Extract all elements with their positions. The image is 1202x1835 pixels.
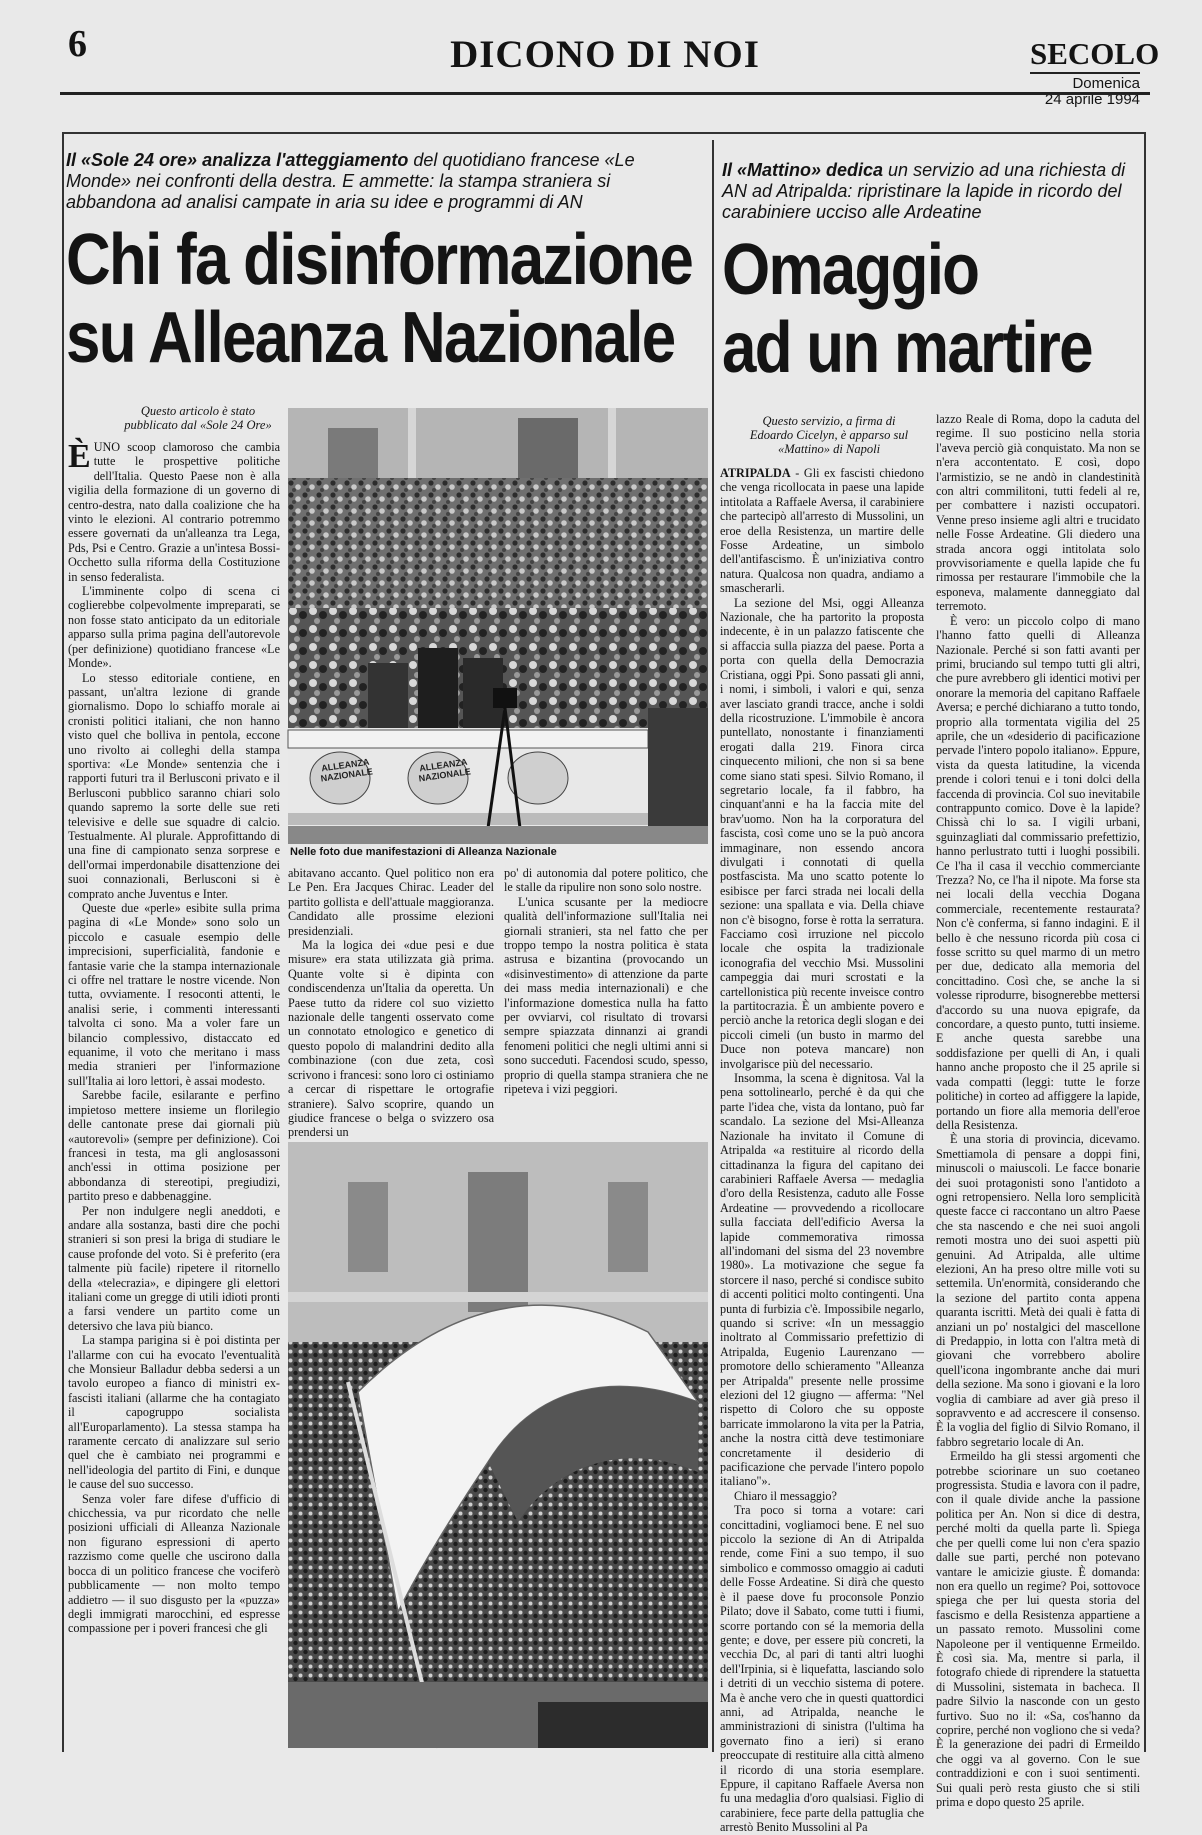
left-byline: Questo articolo è stato pubblicato dal «Sole 24 Ore» bbox=[124, 404, 272, 432]
right-column-1 bbox=[720, 466, 924, 1835]
dateline: ATRIPALDA bbox=[720, 466, 791, 480]
left-col2-p1: abitavano accanto. Quel politico non era Le Pen. Era Jacques Chirac. Leader del partito gollista e dell'attuale maggioranza. Candidato alle prossime elezioni presidenziali. bbox=[288, 866, 494, 938]
left-column-2 bbox=[288, 866, 494, 1138]
banner-text-2: ALLEANZA NAZIONALE bbox=[418, 756, 472, 784]
left-deck-rest: del quotidiano francese «Le Monde» nei confronti della destra. E ammette: la stampa straniera si abbandona ad analisi campate in aria su idee e programmi di AN bbox=[66, 150, 635, 212]
right-deck-rest: un servizio ad una richiesta di AN ad Atripalda: ripristinare la lapide in ricordo del carabiniere ucciso alle Ardeatine bbox=[722, 160, 1126, 222]
masthead-rule bbox=[1030, 72, 1140, 74]
left-col1-p7: La stampa parigina si è poi distinta per l'allarme con cui ha evocato l'eventualità che Monsieur Balladur debba sedersi a un tavolo europeo a fianco di ministri ex-fascisti italiani (allarme che ha contagiato il capogruppo socialista all'Europarlamento). La stessa stampa ha raramente cercato di analizzare sul serio quel che è cambiato nei programmi e nell'ideologia del partito di Fini, e dunque le cause del suo successo. bbox=[68, 1333, 280, 1492]
right-col2-p4: Ermeildo ha gli stessi argomenti che potrebbe sciorinare un suo coetaneo progressista. Studia e lavora con il padre, con il quale divide anche la passione politica per An. Non si dice di destra, perché molti da quella parte lì. Spiega che per quelli come lui non c'era spazio dalle sue parti, perché non potevano vantare le amicizie giuste. È domanda: non era quello un regime? Poi, sottovoce spiega che per lui questa storia del fascismo e della Resistenza appartiene a un passato remoto. Mussolini come Napoleone per il ventiquenne Ermeildo. È così sia. Ma, mentre si parla, il fotografo chiede di riprendere la statuetta di Mussolini, sistemata in bacheca. Il padre Silvio la nasconde con un gesto furtivo. Suo no il: «Sa, cos'hanno da coprire, perché non vogliono che si veda? È la generazione dei padri di Ermeildo che oggi va al governo. Con le sue contraddizioni e con i suoi sentimenti. Sui quali però resta giusto che si stili prima e dopo questo 25 aprile. bbox=[936, 1449, 1140, 1809]
section-title: DICONO DI NOI bbox=[450, 33, 760, 76]
banner-text-1: ALLEANZA NAZIONALE bbox=[320, 756, 374, 784]
right-col1-p1: - Gli ex fascisti chiedono che venga ricollocata in paese una lapide intitolata a Raffaele Aversa, il carabiniere che partecipò all'arresto di Mussolini, un eroe della Resistenza, un martire delle Fosse Ardeatine, un simbolo dell'antifascismo. È un'iniziativa contro natura. Qualcosa non quadra, andiamo a smascherarli. bbox=[720, 466, 924, 596]
left-col1-p5: Sarebbe facile, esilarante e perfino impietoso mettere insieme un florilegio delle cantonate prese dai giornali più «autorevoli» (sempre per definizione). Coi francesi in testa, ma gli anglosassoni anch'essi in ottima posizione per abbondanza di stereotipi, pregiudizi, partito preso e dabbenaggine. bbox=[68, 1088, 280, 1204]
right-col1-p5: Tra poco si torna a votare: cari concittadini, vogliamoci bene. E nel suo piccolo la sezione di An di Atripalda rende, come Fini a suo tempo, il suo simbolico e commosso omaggio ai caduti delle Fosse Ardeatine. Si dirà che questo è il paese dove fu proconsole Ponzio Pilato; dove il Sabato, come tutti i fiumi, scorre portando con sé la memoria della gente; e dove, per essere più concreti, la vecchia Dc, al pari di tanti altri luoghi dell'Irpinia, si è liquefatta, lasciando solo i detriti di un vecchio sistema di potere. Ma è anche vero che in questi quattordici anni, ad Atripalda, neanche le amministrazioni di sinistra (l'ultima ha governato fino a ieri) si erano preoccupate di restituire alla città almeno il ricordo di una storia esemplare. Eppure, il capitano Raffaele Aversa non fu una medaglia d'oro qualsiasi. Figlio di carabiniere, fece parte della pattuglia che arrestò Benito Mussolini al Pa bbox=[720, 1503, 924, 1835]
rally-photo-bottom bbox=[288, 1142, 708, 1748]
right-byline: Questo servizio, a firma di Edoardo Cicelyn, è apparso sul «Mattino» di Napoli bbox=[749, 414, 909, 456]
left-headline-line1: Chi fa disinformazione bbox=[66, 220, 693, 300]
left-col2-p2: Ma la logica dei «due pesi e due misure» era stata utilizzata già prima. Quante volte si è dipinta con condiscendenza un'Italia da operetta. Un Paese tutto da ridere col suo vizietto nazionale delle tangenti osservato come un connotato etnologico e genetico di questo popolo di malandrini dedito alla combinazione (con due zeta, così scrivono i francesi: sono loro ci ostiniamo a cercar di rispettare le ortografie straniere). Salvo scoprire, quando un giudice francese o belga o svizzero osa prendersi un bbox=[288, 938, 494, 1140]
right-column-2 bbox=[936, 412, 1140, 1809]
box-rule-top bbox=[62, 132, 1146, 134]
right-headline-line2: ad un martire bbox=[722, 308, 1092, 388]
left-col1-p2: L'imminente colpo di scena ci coglierebbe colpevolmente impreparati, se non fosse stato anticipato da un editoriale apparso sulla prima pagina dell'autorevole (per definizione) quotidiano francese «Le Monde». bbox=[68, 584, 280, 671]
top-rule bbox=[60, 92, 1150, 95]
right-deck-lead: Il «Mattino» dedica bbox=[722, 160, 884, 180]
left-deck-lead: Il «Sole 24 ore» analizza l'atteggiamento bbox=[66, 150, 409, 170]
left-col1-p3: Lo stesso editoriale contiene, en passant, un'altra lezione di grande giornalismo. Dopo lo schiaffo morale ai cronisti politici italiani, che non hanno visto quel che bolliva in pentola, eccone uno rivolto ai colleghi della stampa sportiva: «Le Monde» sentenzia che i rapporti futuri tra il Berlusconi privato e il Berlusconi pubblico saranno chiari solo quando sapremo la sorte delle sue reti televisive e delle sue squadre di calcio. Testualmente. Al plurale. Approfittando di una fine di campionato senza sorprese e dell'ormai imperdonabile disattenzione dei suoi connazionali, Berlusconi si è comprato anche Juventus e Inter. bbox=[68, 670, 280, 901]
left-col1-p1: UNO scoop clamoroso che cambia tutte le prospettive politiche dell'Italia. Questo Paese non è alla vigilia della formazione di un governo di centro-destra, nato dalla coalizione che ha vinto le elezioni. Al contrario potremmo essere governati da un'alleanza tra Lega, Pds, Psi e Centro. Grazie a un'intesa Bossi-Occhetto sulla riforma della Costituzione in senso federalista. bbox=[68, 440, 280, 584]
right-col2-p3: È una storia di provincia, dicevamo. Smettiamola di pensare a doppi fini, minuscoli o maiuscoli. Le facce bonarie dei suoi protagonisti sono l'antidoto a ogni retropensiero. Nella loro semplicità queste facce ci raccontano un altro Paese che sta nascendo e che nei suoi angoli remoti mostra uno dei suoi aspetti più genuini. Ad Atripalda, alle ultime elezioni, An ha preso oltre mille voti su settemila. Un'enormità, considerando che la sezione del partito conta appena quaranta iscritti. Metà dei quali è fatta di anziani un po' nostalgici del mascellone di Predappio, in lotta con l'altra metà di giovani che vorrebbero abolire quell'icona ingombrante anche dai muri della sezione. Ma sono i giovani e la loro voglia di cambiare ad aver già preso il sopravvento e ad accrescere il consenso. È la voglia del figlio di Silvio Romano, il fabbro segretario locale di An. bbox=[936, 1132, 1140, 1449]
drop-cap: È bbox=[68, 438, 91, 475]
page-number: 6 bbox=[68, 23, 87, 65]
left-col1-p8: Senza voler fare difese d'ufficio di chicchessia, va pur ricordato che nelle posizioni ufficiali di Alleanza Nazionale non figurano espressioni di aperto razzismo come quelle che uscirono dalla bocca di un politico francese che vociferò pubblicamente — non molto tempo addietro — il suo disgusto per la «puzza» degli immigrati marocchini, ed espresse compassione per i poveri francesi che gli bbox=[68, 1491, 280, 1636]
newspaper-name: SECOLO bbox=[1030, 36, 1160, 71]
left-column-3 bbox=[504, 866, 708, 1138]
right-col2-p1: lazzo Reale di Roma, dopo la caduta del regime. Il suo posticino nella storia l'aveva perciò già conquistato. Ma non se n'era accontentato. E così, dopo l'armistizio, se ne andò in clandestinità con altri commilitoni, tutti fedeli al re, per combattere i nazisti occupatori. Venne preso insieme agli altri e trucidato nelle Fosse Ardeatine. Gli diedero una strada ancora oggi intitolata solo provvisoriamente e quella lapide che fu rimossa per restaurare l'immobile che la esponeva, malamente danneggiato dal terremoto. bbox=[936, 412, 1140, 614]
right-col1-p2: La sezione del Msi, oggi Alleanza Nazionale, che ha partorito la proposta indecente, è in un palazzo fatiscente che si affaccia sulla piazza del paese. Porta a porta con quella della Democrazia Cristiana, oggi Ppi. Sono passati gli anni, i nomi, i simboli, i valori e qui, senza aver lasciato grandi tracce, anche i soldi della ricostruzione. L'immobile è ancora puntellato, nonostante i finanziamenti erogati dalla 219. Finora circa cinquecento milioni, che non si sa bene come siano stati spesi. Silvio Romano, il segretario locale, fa il fabbro, ha cinquant'anni e ha la faccia mite del brav'uomo. Non ha la corporatura del fascista, così come uno se la può ancora immaginare, non essendo ancora divulgati i connotati di quella postfascista. Ma uno scatto potente lo esibisce per farci strada nei locali della sezione: una spallata e via. Della chiave non c'è bisogno, forse è rotta la serratura. Facciamo così irruzione nel piccolo locale che ospita la tradizionale iconografia del vecchio Msi. Mussolini campeggia dai muri scrostati e la cartellonistica più recente inveisce contro la partitocrazia. È un ambiente povero e perciò anche la retorica degli slogan e dei piccoli cimeli (un busto in marmo del Duce non poteva mancare) non involgarisce più del necessario. bbox=[720, 595, 924, 1071]
right-headline-line1: Omaggio bbox=[722, 230, 979, 310]
left-col3-p2: L'unica scusante per la mediocre qualità dell'informazione sull'Italia nei giornali stranieri, sta nel fatto che per troppo tempo la nostra politica è stata astrusa e bizantina (provocando un «disinvestimento» di attenzione da parte dei mass media internazionali) e che l'informazione domestica nulla ha fatto per ovviarvi, col risultato di trovarsi sempre spiazzata dinnanzi ai grandi fenomeni politici che negli ultimi anni si sono succeduti. Facendosi scudo, spesso, proprio di quella stampa straniera che ne ripeteva i vizi peggiori. bbox=[504, 894, 708, 1097]
left-column-1 bbox=[68, 440, 280, 1752]
left-col3-p1: po' di autonomia dal potere politico, che le stalle da ripulire non sono solo nostre. bbox=[504, 866, 708, 895]
box-rule-left bbox=[62, 132, 64, 1752]
right-col1-p4: Chiaro il messaggio? bbox=[734, 1488, 837, 1503]
left-col1-p4: Queste due «perle» esibite sulla prima pagina di «Le Monde» sono solo un piccolo e casuale esempio delle imprecisioni, superficialità, fandonie e fantasie varie che la stampa internazionale ci offre nel trattare le nostre vicende. Non tutta, ovviamente. I resoconti attenti, le analisi serie, i commenti interessanti talvolta ci sono. Ma a voler fare un bilancio complessivo, distaccato ed equanime, il voto che meritano i mass media stranieri per l'informazione sull'Italia ai loro lettori, è assai modesto. bbox=[68, 901, 280, 1088]
right-col1-p3: Insomma, la scena è dignitosa. Val la pena sottolinearlo, perché è da qui che parte l'idea che, vista da lontano, può far scandalo. La sezione del Msi-Alleanza Nazionale ha invitato il Comune di Atripalda «a restituire al ricordo della cittadinanza la figura del capitano dei carabinieri Raffaele Aversa — medaglia d'oro della Resistenza, caduto alle Fosse Ardeatine — provvedendo a ricollocare sulla facciata dell'edificio Aversa la lapide commemorativa rimossa all'indomani del sisma del 23 novembre 1980». La motivazione che segue fa storcere il naso, perché si condisce subito di accenti politici molto contingenti. Una punta di furbizia c'è. Impossibile negarlo, quando si scrive: «In un messaggio inoltrato al Commissario prefettizio di Atripalda, Eugenio Laurenzano — promotore dello schieramento "Alleanza per Atripalda" presente nelle prossime elezioni del 12 giugno — afferma: "Nel rispetto di Coloro che su opposte barricate immolarono la vita per la Patria, anche la nostra città deve testimoniare concretamente il desiderio di pacificazione che pervade l'intero popolo italiano"». bbox=[720, 1071, 924, 1489]
left-col1-p6: Per non indulgere negli aneddoti, e andare alla sostanza, basti dire che pochi stranieri si son presi la briga di studiare le cause profonde del voto. Si è preferito (era talmente più facile) ripetere il ritornello della «telecrazia», e dipingere gli elettori italiani come un gregge di utili idioti pronti a farsi vendere un partito come un detersivo che lava più bianco. bbox=[68, 1203, 280, 1333]
box-rule-right bbox=[1144, 132, 1146, 1752]
right-col2-p2: È vero: un piccolo colpo di mano l'hanno fatto quelli di Alleanza Nazionale. Perché si son fatti avanti per primi, bruciando sul tempo tutti gli altri, che pure avrebbero gli identici motivi per onorare la memoria del capitano Raffaele Aversa; e perché dichiarano a tutto tondo, proprio alla tormentata vigilia del 25 aprile, che un «desiderio di pacificazione pervade l'intero popolo italiano». Eppure, vista da questa latitudine, la vicenda prende i colori tenui e i toni dolci della faccenda di provincia. Col suo inevitabile contrappunto comico. Dove è la lapide? Chissà chi lo sa. I vigili urbani, sguinzagliati dal commissario prefettizio, hanno perlustrato tutti i luoghi possibili. Ce l'ha il casa il vecchio commerciante Trezza? No, ce l'ha il nipote. Ma forse sta nei locali della vecchia Dogana commerciale, recentemente restaurata? Non c'è conferma, si fanno indagini. E il bello è che nessuno ricorda più cosa ci fosse scritto su quel marmo di un metro per due, dedicato alla memoria del concittadino. Così che, se anche la si volesse riprodurre, bisognerebbe mettersi d'accordo su una nuova epigrafe, da concordare, a questo punto, tutti insieme. E anche questa sarebbe una soddisfazione per quelli di An, i quali hanno anche proposto che il 25 aprile si vada compatti (leggi: tutte le forze politiche) in corteo ad affiggere la lapide, portando un fiore alla memoria dell'eroe della Resistenza. bbox=[936, 613, 1140, 1132]
right-deck bbox=[722, 160, 1132, 223]
left-deck bbox=[66, 150, 666, 213]
article-divider bbox=[712, 140, 714, 1752]
date-value: 24 aprile 1994 bbox=[1044, 91, 1140, 108]
left-headline-line2: su Alleanza Nazionale bbox=[66, 298, 675, 378]
photo-caption: Nelle foto due manifestazioni di Alleanza Nazionale bbox=[290, 846, 557, 858]
date-day: Domenica bbox=[1072, 75, 1140, 92]
